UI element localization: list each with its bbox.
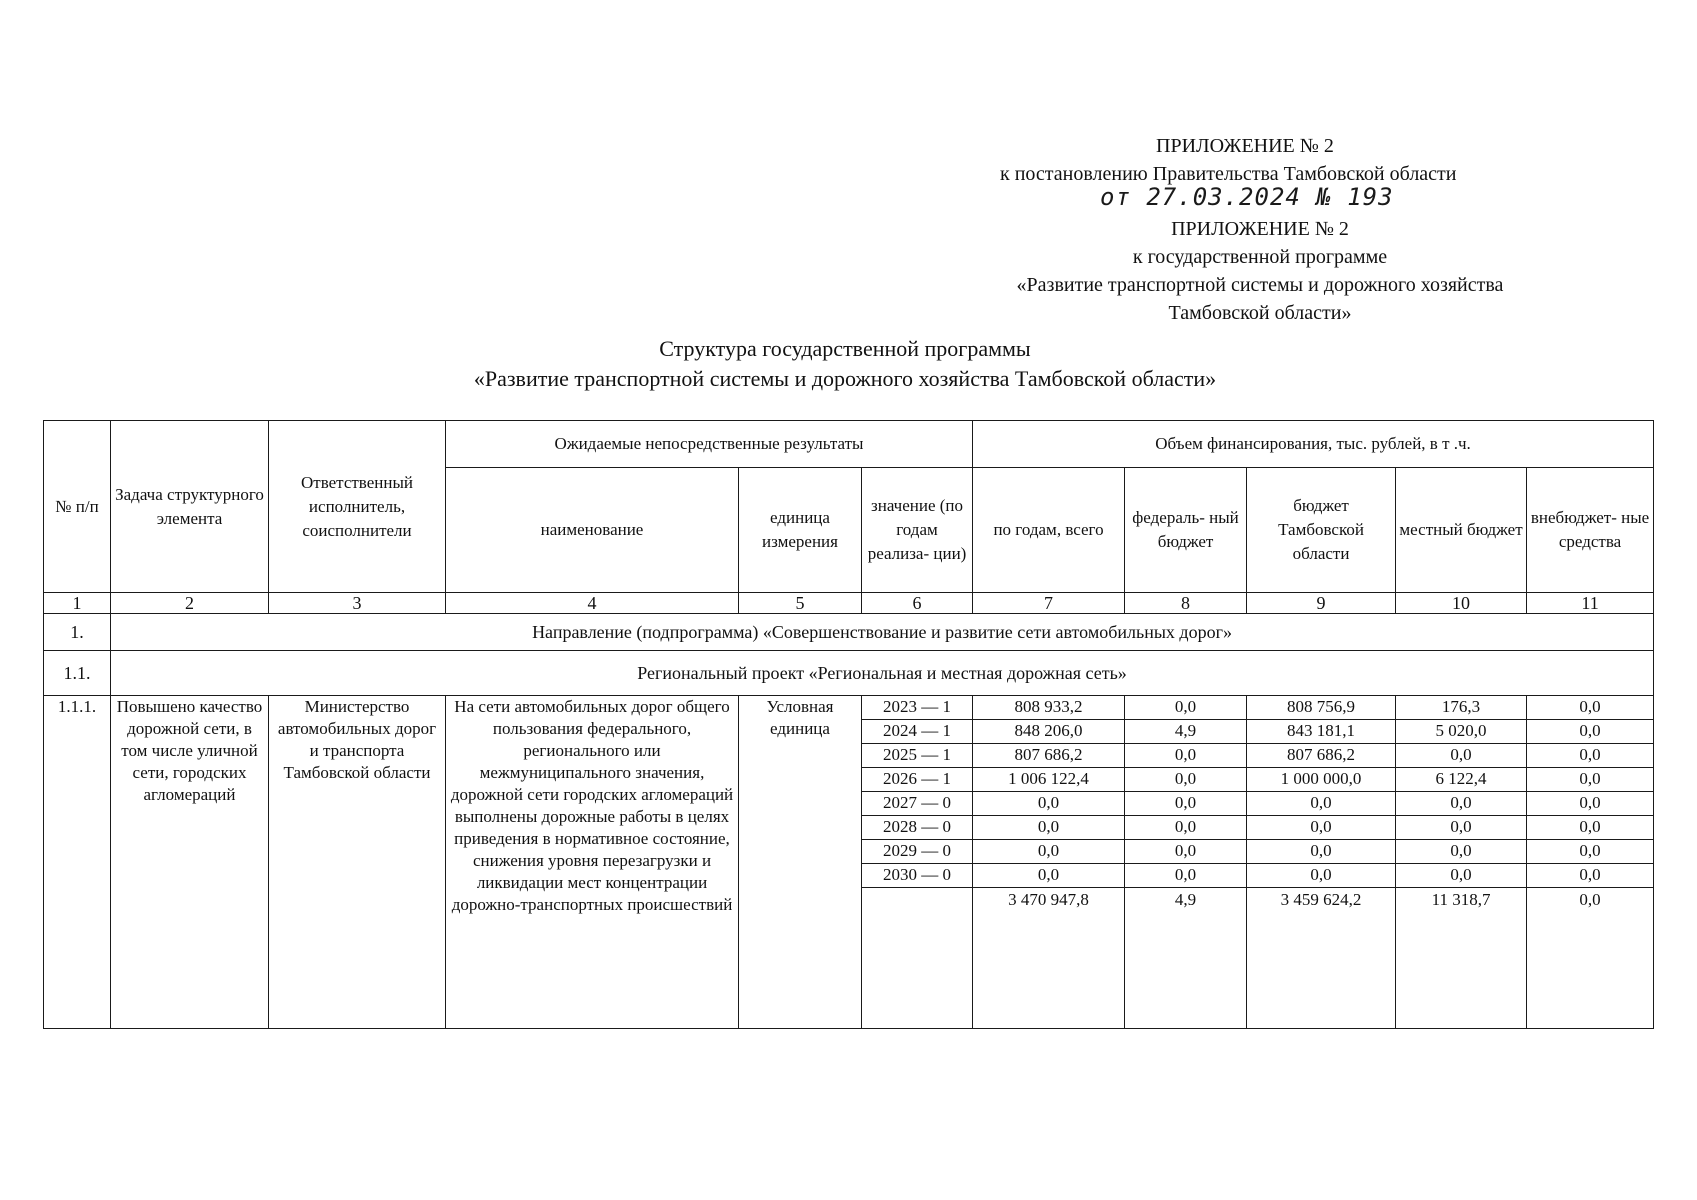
year-value: 2030 — 0	[862, 864, 973, 888]
year-value: 2027 — 0	[862, 792, 973, 816]
year-local: 0,0	[1396, 816, 1527, 840]
year-federal: 0,0	[1125, 864, 1247, 888]
year-federal: 0,0	[1125, 816, 1247, 840]
year-extra: 0,0	[1527, 768, 1654, 792]
year-regional: 0,0	[1247, 816, 1396, 840]
document-title	[360, 334, 1330, 394]
section-title: Направление (подпрограмма) «Совершенствование и развитие сети автомобильных дорог»	[111, 614, 1654, 651]
header-task: Задача структурного элемента	[111, 421, 269, 593]
col-number: 2	[111, 593, 269, 614]
col-number: 3	[269, 593, 446, 614]
col-number: 8	[1125, 593, 1247, 614]
year-extra: 0,0	[1527, 744, 1654, 768]
year-value: 2026 — 1	[862, 768, 973, 792]
year-extra: 0,0	[1527, 696, 1654, 720]
project-title: Региональный проект «Региональная и местная дорожная сеть»	[111, 651, 1654, 696]
year-federal: 0,0	[1125, 840, 1247, 864]
year-local: 6 122,4	[1396, 768, 1527, 792]
total-local: 11 318,7	[1396, 888, 1527, 1029]
appendix-title-1: ПРИЛОЖЕНИЕ № 2	[1156, 135, 1334, 157]
year-value: 2028 — 0	[862, 816, 973, 840]
header-by-years: по годам, всего	[973, 468, 1125, 593]
header-expected-results: Ожидаемые непосредственные результаты	[446, 421, 973, 468]
year-total: 807 686,2	[973, 744, 1125, 768]
year-regional: 0,0	[1247, 864, 1396, 888]
year-local: 0,0	[1396, 864, 1527, 888]
project-num: 1.1.	[44, 651, 111, 696]
row-result: На сети автомобильных дорог общего пользования федерального, регионального или межмуниципального значения, дорожной сети городских агломераций выполнены дорожные работы в целях приведения в нормативное состояние, снижения уровня перезагрузки и ликвидации мест концентрации дорожно-транспортных происшествий	[446, 696, 739, 1029]
header-responsible: Ответственный исполнитель, соисполнители	[269, 421, 446, 593]
header-value: значение (по годам реализа- ции)	[862, 468, 973, 593]
year-federal: 0,0	[1125, 744, 1247, 768]
header-extra: внебюджет- ные средства	[1527, 468, 1654, 593]
col-number: 9	[1247, 593, 1396, 614]
total-regional: 3 459 624,2	[1247, 888, 1396, 1029]
year-federal: 0,0	[1125, 768, 1247, 792]
appendix-title-2: ПРИЛОЖЕНИЕ № 2	[1171, 218, 1349, 240]
document-title-line1: Структура государственной программы	[659, 336, 1031, 361]
total-sum: 3 470 947,8	[973, 888, 1125, 1029]
col-number: 7	[973, 593, 1125, 614]
total-value-cell	[862, 888, 973, 1029]
col-number: 4	[446, 593, 739, 614]
col-number: 5	[739, 593, 862, 614]
header-regional: бюджет Тамбовской области	[1247, 468, 1396, 593]
year-local: 0,0	[1396, 840, 1527, 864]
appendix2-line3: Тамбовской области»	[1168, 302, 1352, 324]
year-regional: 0,0	[1247, 840, 1396, 864]
year-total: 1 006 122,4	[973, 768, 1125, 792]
year-federal: 4,9	[1125, 720, 1247, 744]
row-responsible: Министерство автомобильных дорог и транспорта Тамбовской области	[269, 696, 446, 1029]
header-financing: Объем финансирования, тыс. рублей, в т .ч.	[973, 421, 1654, 468]
year-total: 848 206,0	[973, 720, 1125, 744]
total-federal: 4,9	[1125, 888, 1247, 1029]
year-total: 0,0	[973, 816, 1125, 840]
year-regional: 0,0	[1247, 792, 1396, 816]
year-local: 0,0	[1396, 792, 1527, 816]
col-number: 10	[1396, 593, 1527, 614]
header-unit: единица измерения	[739, 468, 862, 593]
year-value: 2025 — 1	[862, 744, 973, 768]
section-num: 1.	[44, 614, 111, 651]
document-title-line2: «Развитие транспортной системы и дорожного хозяйства Тамбовской области»	[473, 366, 1217, 391]
row-unit: Условная единица	[739, 696, 862, 1029]
col-number: 1	[44, 593, 111, 614]
program-structure-table	[43, 420, 1654, 1029]
year-federal: 0,0	[1125, 696, 1247, 720]
year-regional: 1 000 000,0	[1247, 768, 1396, 792]
header-num: № п/п	[44, 421, 111, 593]
col-number: 11	[1527, 593, 1654, 614]
year-extra: 0,0	[1527, 840, 1654, 864]
total-extra: 0,0	[1527, 888, 1654, 1029]
year-regional: 808 756,9	[1247, 696, 1396, 720]
year-extra: 0,0	[1527, 792, 1654, 816]
year-local: 176,3	[1396, 696, 1527, 720]
col-number: 6	[862, 593, 973, 614]
year-extra: 0,0	[1527, 720, 1654, 744]
header-federal: федераль- ный бюджет	[1125, 468, 1247, 593]
year-value: 2024 — 1	[862, 720, 973, 744]
year-value: 2029 — 0	[862, 840, 973, 864]
year-local: 5 020,0	[1396, 720, 1527, 744]
year-federal: 0,0	[1125, 792, 1247, 816]
header-local: местный бюджет	[1396, 468, 1527, 593]
appendix2-line2: «Развитие транспортной системы и дорожного хозяйства	[1016, 274, 1504, 296]
year-value: 2023 — 1	[862, 696, 973, 720]
year-total: 808 933,2	[973, 696, 1125, 720]
handwritten-date-number: от 27.03.2024 № 193	[1100, 183, 1394, 211]
year-local: 0,0	[1396, 744, 1527, 768]
year-regional: 843 181,1	[1247, 720, 1396, 744]
row-task: Повышено качество дорожной сети, в том числе уличной сети, городских агломераций	[111, 696, 269, 1029]
year-extra: 0,0	[1527, 816, 1654, 840]
header-name: наименование	[446, 468, 739, 593]
appendix-block-2	[980, 215, 1540, 327]
year-total: 0,0	[973, 840, 1125, 864]
year-regional: 807 686,2	[1247, 744, 1396, 768]
year-total: 0,0	[973, 792, 1125, 816]
year-extra: 0,0	[1527, 864, 1654, 888]
row-num: 1.1.1.	[44, 696, 111, 1029]
year-total: 0,0	[973, 864, 1125, 888]
appendix2-line1: к государственной программе	[1132, 246, 1388, 268]
appendix-line-1: к постановлению Правительства Тамбовской области	[1000, 163, 1457, 185]
